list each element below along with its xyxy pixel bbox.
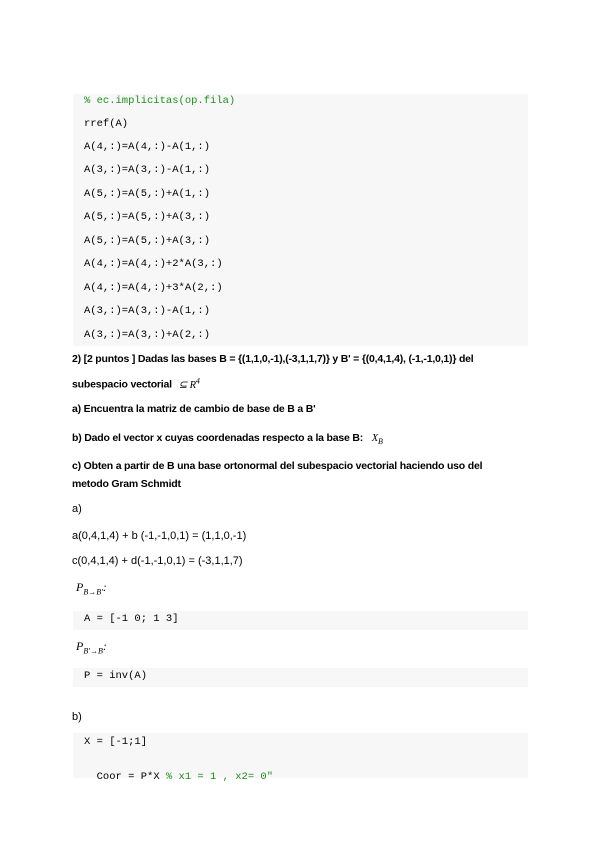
- part-c-question-line2: metodo Gram Schmidt: [72, 478, 181, 490]
- part-c-question-line1: c) Obten a partir de B una base ortonormal del subespacio vectorial haciendo uso del: [72, 460, 483, 472]
- code-line-X: X = [-1;1]: [84, 736, 148, 748]
- code-line: A(4,:)=A(4,:)+3*A(2,:): [84, 282, 223, 294]
- part-a-question: a) Encuentra la matriz de cambio de base de B a B': [72, 403, 316, 415]
- problem-statement-line1: 2) [2 puntos ] Dadas las bases B = {(1,1,0,-1),(-3,1,1,7)} y B' = {(0,4,1,4), (-1,-1,0,1)} del: [72, 353, 474, 365]
- p-b-to-bprime-label: $P_{B\to B'}$:: [76, 580, 107, 597]
- code-line-A: A = [-1 0; 1 3]: [84, 613, 179, 625]
- code-line: A(3,:)=A(3,:)-A(1,:): [84, 305, 211, 317]
- code-line: A(5,:)=A(5,:)+A(1,:): [84, 188, 211, 200]
- code-line: A(4,:)=A(4,:)+2*A(3,:): [84, 258, 223, 270]
- subset-math: ⊆ $R^4$: [178, 376, 200, 391]
- code-line: A(5,:)=A(5,:)+A(3,:): [84, 211, 211, 223]
- answer-a-eq1: a(0,4,1,4) + b (-1,-1,0,1) = (1,1,0,-1): [72, 530, 247, 542]
- code-line-Coor: Coor = P*X % x1 = 1 , x2= 0": [96, 771, 274, 783]
- code-line: A(3,:)=A(3,:)-A(1,:): [84, 164, 211, 176]
- code-comment: % x1 = 1 , x2= 0": [165, 771, 274, 783]
- code-line-P: P = inv(A): [84, 670, 148, 682]
- code-line: A(3,:)=A(3,:)+A(2,:): [84, 329, 211, 341]
- answer-a-label: a): [72, 503, 82, 515]
- code-line: A(5,:)=A(5,:)+A(3,:): [84, 235, 211, 247]
- p-bprime-to-b-label: $P_{B'\to B}$:: [76, 639, 107, 656]
- problem-subspace-text: subespacio vectorial: [72, 378, 172, 391]
- code-line-comment: % ec.implicitas(op.fila): [84, 95, 236, 107]
- answer-a-eq2: c(0,4,1,4) + d(-1,-1,0,1) = (-3,1,1,7): [72, 555, 243, 567]
- code-line: A(4,:)=A(4,:)-A(1,:): [84, 141, 211, 153]
- problem-statement-line2: [72, 376, 200, 391]
- answer-b-label: b): [72, 711, 82, 723]
- x-b-math: $X_B$: [371, 433, 383, 447]
- code-line: rref(A): [84, 118, 129, 130]
- part-b-question: b) Dado el vector x cuyas coordenadas respecto a la base B: $X_B$: [72, 432, 383, 447]
